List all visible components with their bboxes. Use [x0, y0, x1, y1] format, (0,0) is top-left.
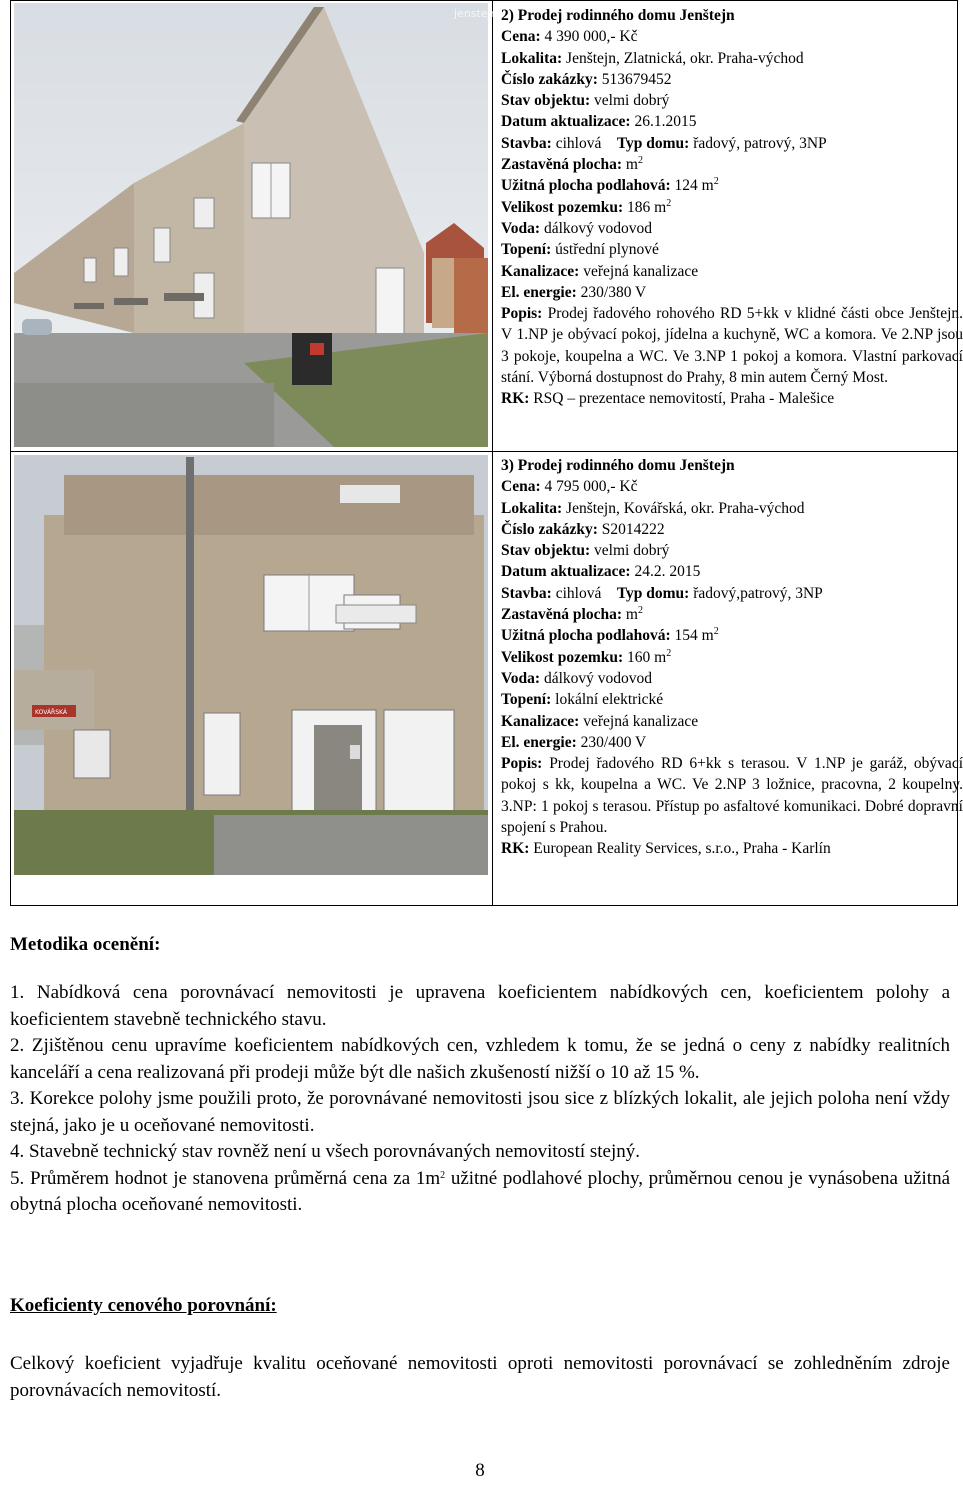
locality-value: Jenštejn, Kovářská, okr. Praha-východ: [566, 499, 805, 517]
order-label: Číslo zakázky:: [501, 520, 598, 538]
heating-label: Topení:: [501, 691, 552, 709]
heating-value: ústřední plynové: [555, 241, 659, 259]
house-photo-3: [14, 455, 488, 875]
rk-label: RK:: [501, 840, 530, 858]
table-column-divider: [492, 1, 493, 905]
price-value: 4 795 000,- Kč: [544, 478, 638, 496]
updated-value: 24.2. 2015: [634, 563, 701, 581]
methodology-item: 3. Korekce polohy jsme použili proto, že porovnávané nemovitosti jsou sice z blízkých lokalit, ale jejich poloha není vždy stejná, jako je u oceňované nemovitosti.: [10, 1088, 950, 1136]
methodology-item: [10, 1166, 950, 1219]
state-label: Stav objektu:: [501, 92, 591, 110]
methodology-item: 4. Stavebně technický stav rovněž není u všech porovnávaných nemovitostí stejný.: [10, 1141, 641, 1162]
state-label: Stav objektu:: [501, 542, 591, 560]
locality-label: Lokalita:: [501, 499, 563, 517]
listings-table: [10, 0, 963, 906]
desc-value: Prodej řadového RD 6+kk s terasou. V 1.NP je garáž, obývací pokoj s kk, koupelna a WC. Ve 2.NP 3 ložnice, pracovna, 2 koupelny. 3.NP: 1 pokoj s terasou. Přístup po asfaltové komunikaci. Dobré dopravní spojení s Prahou.: [501, 755, 963, 837]
usable-area-label: Užitná plocha podlahová:: [501, 177, 671, 195]
superscript: 2: [637, 605, 643, 617]
locality-label: Lokalita:: [501, 49, 563, 67]
usable-area-value: 154 m: [674, 627, 714, 645]
built-area-value: m: [625, 606, 638, 624]
built-area-value: m: [625, 156, 638, 174]
water-label: Voda:: [501, 219, 541, 237]
energy-value: 230/380 V: [580, 283, 647, 301]
build-value: cihlová: [555, 584, 602, 602]
energy-label: El. energie:: [501, 283, 577, 301]
methodology-item: 1. Nabídková cena porovnávací nemovitosti je upravena koeficientem nabídkových cen, koeficientem polohy a koeficientem stavebně technického stavu.: [10, 982, 950, 1030]
water-value: dálkový vodovod: [543, 669, 652, 687]
desc-label: Popis:: [501, 755, 543, 773]
order-value: S2014222: [601, 520, 665, 538]
heating-label: Topení:: [501, 241, 552, 259]
water-label: Voda:: [501, 669, 541, 687]
usable-area-value: 124 m: [674, 177, 714, 195]
sewer-value: veřejná kanalizace: [583, 712, 699, 730]
listing-heading: 2) Prodej rodinného domu Jenštejn: [501, 7, 735, 24]
coefficients-title: Koeficienty cenového porovnání:: [10, 1295, 277, 1316]
plot-value: 186 m: [627, 198, 667, 216]
updated-value: 26.1.2015: [634, 113, 697, 131]
rk-value: European Reality Services, s.r.o., Praha - Karlín: [533, 840, 831, 858]
type-label: Typ domu:: [616, 134, 690, 152]
street-sign: KOVÁŘSKÁ: [35, 709, 67, 716]
house-photo-2: [14, 3, 498, 447]
listing-2-info: [501, 5, 963, 410]
superscript: 2: [713, 176, 719, 188]
state-value: velmi dobrý: [594, 92, 670, 110]
superscript: 2: [637, 155, 643, 167]
build-label: Stavba:: [501, 584, 552, 602]
methodology-item: 2. Zjištěnou cenu upravíme koeficientem nabídkových cen, vzhledem k tomu, že se jedná o ceny z nabídky realitních kanceláří a cena realizovaná při prodeji může být dle našich zkušeností nižší o 10 až 15 %.: [10, 1035, 950, 1083]
type-value: řadový,patrový, 3NP: [693, 584, 823, 602]
type-value: řadový, patrový, 3NP: [693, 134, 827, 152]
plot-value: 160 m: [627, 648, 667, 666]
coefficients-text: Celkový koeficient vyjadřuje kvalitu oceňované nemovitosti oproti nemovitosti porovnávací se zohledněním zdroje porovnávacích nemovitostí.: [10, 1353, 950, 1401]
price-label: Cena:: [501, 478, 541, 496]
sewer-value: veřejná kanalizace: [583, 262, 699, 280]
price-label: Cena:: [501, 28, 541, 46]
updated-label: Datum aktualizace:: [501, 113, 631, 131]
listing-3-info: [501, 455, 963, 860]
methodology-title: Metodika ocenění:: [10, 934, 161, 955]
heating-value: lokální elektrické: [555, 691, 664, 709]
methodology-item-5-end: užitné podlahové plochy, průměrnou cenou je vynásobena užitná obytná plocha oceňované nemovitosti.: [10, 1167, 950, 1215]
type-label: Typ domu:: [616, 584, 690, 602]
rk-label: RK:: [501, 390, 530, 408]
water-value: dálkový vodovod: [543, 219, 652, 237]
energy-value: 230/400 V: [580, 733, 647, 751]
superscript: 2: [440, 1169, 446, 1181]
desc-value: Prodej řadového rohového RD 5+kk v klidné části obce Jenštejn. V 1.NP je obývací pokoj, jídelna a kuchyně, WC a komora. Ve 2.NP jsou 3 pokoje, koupelna a WC. Ve 3.NP 1 pokoj a komora. Vlastní parkovací stání. Výborná dostupnost do Prahy, 8 min autem Černý Most.: [501, 305, 963, 387]
photo-watermark: jenstejn: [454, 7, 498, 20]
page-number: 8: [475, 1460, 485, 1481]
built-area-label: Zastavěná plocha:: [501, 606, 622, 624]
energy-label: El. energie:: [501, 733, 577, 751]
updated-label: Datum aktualizace:: [501, 563, 631, 581]
built-area-label: Zastavěná plocha:: [501, 156, 622, 174]
sewer-label: Kanalizace:: [501, 262, 580, 280]
usable-area-label: Užitná plocha podlahová:: [501, 627, 671, 645]
order-label: Číslo zakázky:: [501, 70, 598, 88]
order-value: 513679452: [601, 70, 672, 88]
superscript: 2: [713, 626, 719, 638]
plot-label: Velikost pozemku:: [501, 648, 624, 666]
methodology-item-5-start: 5. Průměrem hodnot je stanovena průměrná cena za 1m: [10, 1167, 441, 1189]
listing-heading: 3) Prodej rodinného domu Jenštejn: [501, 457, 735, 474]
build-value: cihlová: [555, 134, 602, 152]
plot-label: Velikost pozemku:: [501, 198, 624, 216]
build-label: Stavba:: [501, 134, 552, 152]
superscript: 2: [666, 647, 672, 659]
price-value: 4 390 000,- Kč: [544, 28, 638, 46]
locality-value: Jenštejn, Zlatnická, okr. Praha-východ: [566, 49, 804, 67]
table-row-divider: [11, 451, 957, 452]
desc-label: Popis:: [501, 305, 543, 323]
superscript: 2: [666, 197, 672, 209]
state-value: velmi dobrý: [594, 542, 670, 560]
sewer-label: Kanalizace:: [501, 712, 580, 730]
methodology-list: [10, 980, 950, 1219]
rk-value: RSQ – prezentace nemovitostí, Praha - Malešice: [533, 390, 835, 408]
